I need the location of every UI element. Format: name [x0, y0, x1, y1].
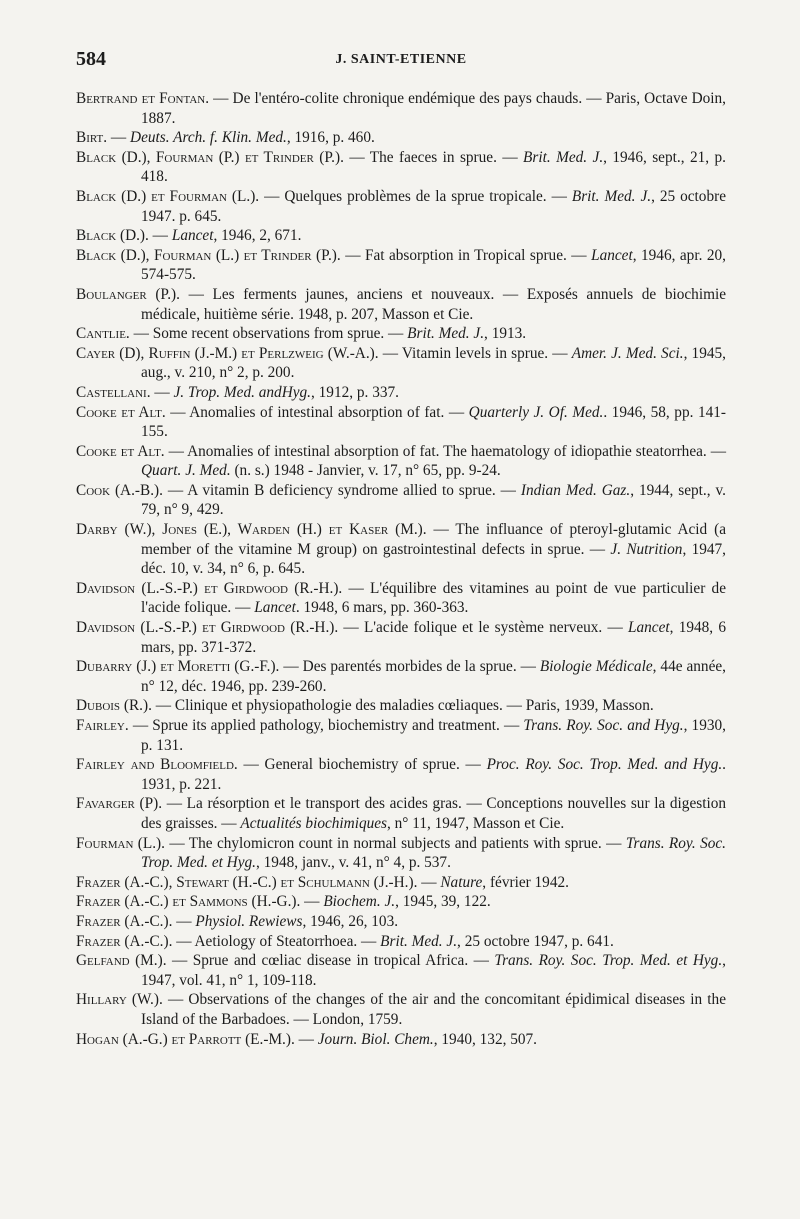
reference-details: , 25 octobre 1947, p. 641.: [457, 932, 614, 950]
reference-text: — Clinique et physiopathologie des maladies cœliaques. — Paris, 1939, Masson.: [151, 697, 654, 715]
reference-text: — Anomalies of intestinal absorption of fat. The haematology of idiopathie steatorrhea. —: [164, 442, 727, 460]
reference-authors: Birt.: [76, 129, 108, 147]
reference-authors: Black (D.) et Fourman (L.).: [76, 187, 260, 205]
reference-details: , 1930, p. 131.: [141, 717, 726, 754]
reference-text: — The chylomicron count in normal subjects and patients with sprue. —: [164, 834, 626, 852]
reference-details: , 1912, p. 337.: [311, 383, 399, 401]
reference-details: , 44e année, n° 12, déc. 1946, pp. 239-260.: [141, 658, 726, 695]
reference-entry: [76, 579, 726, 618]
reference-entry: [76, 383, 726, 403]
reference-authors: Black (D.), Fourman (P.) et Trinder (P.).: [76, 148, 344, 166]
reference-authors: Bertrand et Fontan.: [76, 90, 210, 107]
reference-details: , 1946, 26, 103.: [302, 912, 399, 930]
reference-details: , 1940, 132, 507.: [433, 1030, 538, 1048]
reference-text: — Sprue and cœliac disease in tropical Africa. —: [166, 952, 495, 970]
reference-text: — L'équilibre des vitamines au point de vue particulier de l'acide folique. —: [141, 579, 726, 617]
page-number: 584: [76, 48, 106, 70]
reference-text: — L'acide folique et le système nerveux. —: [338, 619, 628, 637]
reference-entry: [76, 696, 726, 716]
reference-authors: Castellani.: [76, 383, 151, 401]
reference-entry: [76, 618, 726, 657]
reference-list: [76, 89, 726, 1049]
reference-details: , n° 11, 1947, Masson et Cie.: [387, 814, 565, 832]
reference-authors: Frazer (A.-C.).: [76, 912, 173, 930]
page-header: [76, 48, 726, 72]
reference-authors: Cantlie.: [76, 325, 130, 343]
reference-authors: Frazer (A.-C.), Stewart (H.-C.) et Schulmann (J.-H.).: [76, 873, 418, 891]
reference-text: — The faeces in sprue. —: [343, 148, 524, 166]
reference-text: —: [172, 912, 196, 930]
reference-details: , 1945, 39, 122.: [395, 893, 491, 911]
reference-text: — Quelques problèmes de la sprue tropicale. —: [259, 187, 572, 205]
reference-authors: Fourman (L.).: [76, 834, 165, 852]
reference-details: . 1931, p. 221.: [141, 756, 726, 793]
reference-authors: Frazer (A.-C.) et Sammons (H.-G.).: [76, 893, 301, 911]
reference-text: — De l'entéro-colite chronique endémique des pays chauds. — Paris, Octave Doin, 1887.: [141, 90, 726, 127]
reference-details: . 1948, 6 mars, pp. 360-363.: [295, 599, 469, 617]
reference-journal: Actualités biochimiques: [240, 814, 387, 832]
reference-journal: Biochem. J.: [323, 893, 396, 911]
reference-text: —: [300, 893, 324, 911]
reference-authors: Cooke et Alt.: [76, 442, 165, 460]
reference-entry: [76, 128, 726, 148]
reference-entry: [76, 226, 726, 246]
reference-details: , février 1942.: [482, 873, 569, 891]
reference-journal: Trans. Roy. Soc. Trop. Med. et Hyg.: [141, 834, 726, 872]
reference-entry: [76, 285, 726, 324]
reference-authors: Gelfand (M.).: [76, 952, 167, 970]
reference-entry: [76, 520, 726, 579]
reference-details: , 25 octobre 1947. p. 645.: [141, 187, 726, 225]
reference-authors: Dubarry (J.) et Moretti (G.-F.).: [76, 658, 280, 676]
reference-journal: Trans. Roy. Soc. and Hyg.: [523, 717, 684, 734]
reference-authors: Frazer (A.-C.).: [76, 932, 173, 950]
reference-text: — Sprue its applied pathology, biochemistry and treatment. —: [128, 717, 524, 734]
reference-journal: Physiol. Rewiews: [195, 912, 303, 930]
reference-entry: [76, 912, 726, 932]
reference-entry: [76, 892, 726, 912]
reference-authors: Darby (W.), Jones (E.), Warden (H.) et Kaser (M.).: [76, 521, 427, 539]
reference-authors: Fairley.: [76, 717, 129, 734]
reference-journal: Amer. J. Med. Sci.: [571, 344, 684, 362]
reference-text: —: [150, 383, 174, 401]
reference-details: , 1946, apr. 20, 574-575.: [141, 246, 726, 284]
reference-details: , 1947, déc. 10, v. 34, n° 6, p. 645.: [141, 540, 726, 578]
reference-entry: [76, 344, 726, 383]
reference-text: — La résorption et le transport des acides gras. — Conceptions nouvelles sur la digestion des graisses. —: [141, 795, 726, 832]
reference-entry: [76, 794, 726, 833]
reference-details: , 1948, 6 mars, pp. 371-372.: [141, 619, 726, 656]
reference-text: — Des parentés morbides de la sprue. —: [279, 658, 540, 676]
reference-details: , 1913.: [484, 325, 527, 343]
reference-journal: Lancet: [254, 599, 296, 617]
reference-journal: Brit. Med. J.: [407, 325, 485, 343]
reference-text: — Les ferments jaunes, anciens et nouveaux. — Exposés annuels de biochimie médicale, huitième série. 1948, p. 207, Masson et Cie.: [141, 285, 727, 323]
reference-journal: J. Trop. Med. andHyg.: [173, 383, 311, 401]
reference-authors: Davidson (L.-S.-P.) et Girdwood (R.-H.).: [76, 579, 343, 597]
reference-authors: Cayer (D), Ruffin (J.-M.) et Perlzweig (W.-A.).: [76, 344, 379, 362]
reference-details: . 1946, 58, pp. 141-155.: [141, 403, 726, 441]
reference-entry: [76, 442, 726, 481]
running-head: J. SAINT-ETIENNE: [335, 52, 467, 67]
reference-journal: J. Nutrition: [610, 540, 683, 558]
reference-text: — Observations of the changes of the air and the concomitant épidimical diseases in the Island of the Barbadoes. — London, 1759.: [141, 991, 726, 1028]
reference-entry: [76, 834, 726, 873]
reference-entry: [76, 187, 726, 226]
reference-entry: [76, 873, 726, 893]
reference-text: — Vitamin levels in sprue. —: [378, 344, 572, 362]
reference-text: — General biochemistry of sprue. —: [237, 756, 487, 774]
reference-entry: [76, 1030, 726, 1050]
reference-authors: Boulanger (P.).: [76, 285, 180, 303]
reference-entry: [76, 755, 726, 794]
reference-details: , 1946, sept., 21, p. 418.: [141, 148, 726, 186]
reference-entry: [76, 932, 726, 952]
reference-details: , 1945, aug., v. 210, n° 2, p. 200.: [141, 344, 726, 382]
reference-details: , 1946, 2, 671.: [213, 227, 302, 245]
reference-text: — Aetiology of Steatorrhoea. —: [172, 932, 381, 950]
reference-entry: [76, 481, 726, 520]
reference-entry: [76, 403, 726, 442]
reference-journal: Proc. Roy. Soc. Trop. Med. and Hyg.: [486, 756, 723, 774]
reference-journal: Brit. Med. J.: [523, 148, 604, 166]
reference-entry: [76, 148, 726, 187]
reference-entry: [76, 990, 726, 1029]
reference-text: — Anomalies of intestinal absorption of fat. —: [165, 403, 469, 421]
reference-journal: Trans. Roy. Soc. Trop. Med. et Hyg.: [494, 952, 723, 970]
reference-text: —: [107, 129, 131, 147]
reference-authors: Davidson (L.-S.-P.) et Girdwood (R.-H.).: [76, 619, 339, 637]
reference-entry: [76, 951, 726, 990]
reference-journal: Lancet: [171, 227, 214, 245]
reference-authors: Black (D.), Fourman (L.) et Trinder (P.).: [76, 246, 341, 264]
reference-authors: Favarger (P).: [76, 795, 163, 813]
reference-entry: [76, 89, 726, 128]
reference-journal: Quarterly J. Of. Med.: [468, 403, 604, 421]
reference-authors: Hillary (W.).: [76, 991, 163, 1009]
reference-details: , 1947, vol. 41, n° 1, 109-118.: [141, 952, 726, 989]
reference-journal: Brit. Med. J.: [571, 187, 652, 205]
reference-text: —: [417, 873, 441, 891]
reference-authors: Fairley and Bloomfield.: [76, 756, 238, 774]
reference-journal: Lancet: [591, 246, 633, 264]
reference-entry: [76, 716, 726, 755]
reference-text: — A vitamin B deficiency syndrome allied to sprue. —: [162, 481, 521, 499]
reference-entry: [76, 246, 726, 285]
reference-journal: Deuts. Arch. f. Klin. Med.: [130, 129, 287, 147]
reference-journal: Journ. Biol. Chem.: [317, 1030, 434, 1048]
reference-text: —: [294, 1030, 318, 1048]
reference-journal: Nature: [440, 873, 483, 891]
reference-journal: Biologie Médicale: [539, 658, 653, 676]
reference-authors: Cooke et Alt.: [76, 403, 166, 421]
reference-authors: Black (D.).: [76, 227, 149, 245]
reference-details: (n. s.) 1948 - Janvier, v. 17, n° 65, pp. 9-24.: [230, 462, 501, 480]
reference-authors: Hogan (A.-G.) et Parrott (E.-M.).: [76, 1030, 295, 1048]
reference-details: , 1916, p. 460.: [286, 129, 375, 147]
reference-entry: [76, 324, 726, 344]
reference-journal: Brit. Med. J.: [380, 932, 458, 950]
reference-journal: Indian Med. Gaz.: [520, 481, 631, 499]
reference-journal: Quart. J. Med.: [141, 462, 231, 480]
reference-text: — Some recent observations from sprue. —: [129, 325, 408, 343]
reference-entry: [76, 657, 726, 696]
reference-journal: Lancet: [628, 619, 670, 637]
reference-text: — The influance of pteroyl-glutamic Acid (a member of the vitamine M group) on gastrointestinal defects in sprue. —: [141, 521, 726, 558]
reference-authors: Dubois (R.).: [76, 697, 152, 715]
reference-text: — Fat absorption in Tropical sprue. —: [340, 246, 592, 264]
reference-details: , 1948, janv., v. 41, n° 4, p. 537.: [256, 854, 451, 872]
reference-text: —: [148, 227, 172, 245]
reference-details: , 1944, sept., v. 79, n° 9, 429.: [141, 481, 726, 519]
reference-authors: Cook (A.-B.).: [76, 481, 163, 499]
